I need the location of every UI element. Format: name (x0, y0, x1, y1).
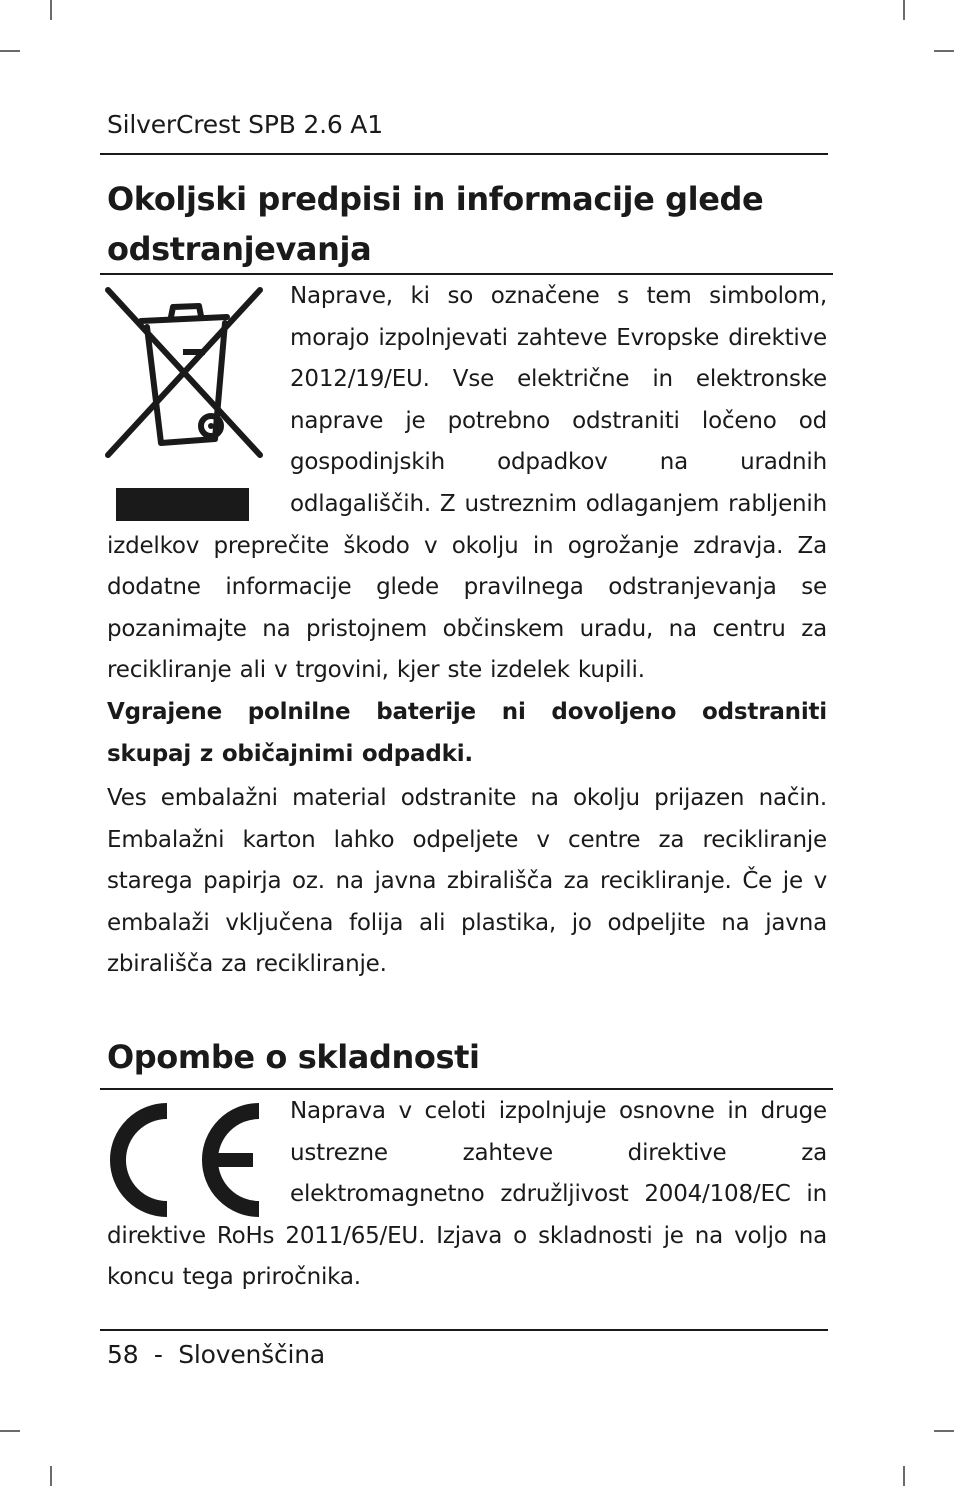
compliance-heading-rule (100, 1088, 833, 1090)
crop-mark (934, 1430, 954, 1432)
header-rule (100, 153, 828, 155)
page-number-label: 58 - Slovenščina (107, 1340, 326, 1369)
crop-mark (903, 1466, 905, 1486)
packaging-paragraph: Ves embalažni material odstranite na okolju prijazen način. Embalažni karton lahko odpeljete v centre za recikliranje starega papirja oz. na javna zbirališča za recikliranje. Če je v embalaži vključena folija ali plastika, jo odpeljite na javna zbirališča za recikliranje. (107, 785, 827, 978)
footer-rule (100, 1329, 828, 1331)
compliance-paragraph: Naprava v celoti izpolnjuje osnovne in druge ustrezne zahteve direktive za elektromagnetno združljivost 2004/108/EC in direktive RoHs 2011/65/EU. Izjava o skladnosti je na voljo na koncu tega priročnika. (107, 1098, 827, 1291)
crop-mark (903, 0, 905, 20)
compliance-paragraph-wrap (107, 1091, 827, 1299)
crop-mark (934, 50, 954, 52)
crop-mark (0, 1430, 20, 1432)
document-header: SilverCrest SPB 2.6 A1 (107, 110, 383, 139)
disposal-paragraph-1: Naprave, ki so označene s tem simbolom, morajo izpolnjevati zahteve Evropske direktive 2012/19/EU. Vse električne in elektronske naprave je potrebno odstraniti ločeno od gospodinjskih odpadkov na uradnih odlagališčih. Z ustreznim odlaganjem rabljenih izdelkov preprečite škodo v okolju in ogrožanje zdravja. Za dodatne informacije glede pravilnega odstranjevanja se pozanimajte na pristojnem občinskem uradu, na centru za recikliranje ali v trgovini, kjer ste izdelek kupili. (107, 283, 827, 684)
disposal-heading: Okoljski predpisi in informacije glede odstranjevanja (107, 180, 764, 268)
crop-mark (50, 1466, 52, 1486)
crop-mark (50, 0, 52, 20)
page-footer (107, 1340, 325, 1369)
disposal-paragraph-1-wrap (107, 276, 827, 692)
compliance-heading: Opombe o skladnosti (107, 1038, 480, 1076)
disposal-heading-rule (100, 273, 833, 275)
crop-mark (0, 50, 20, 52)
battery-warning: Vgrajene polnilne baterije ni dovoljeno odstraniti skupaj z običajnimi odpadki. (107, 699, 827, 767)
